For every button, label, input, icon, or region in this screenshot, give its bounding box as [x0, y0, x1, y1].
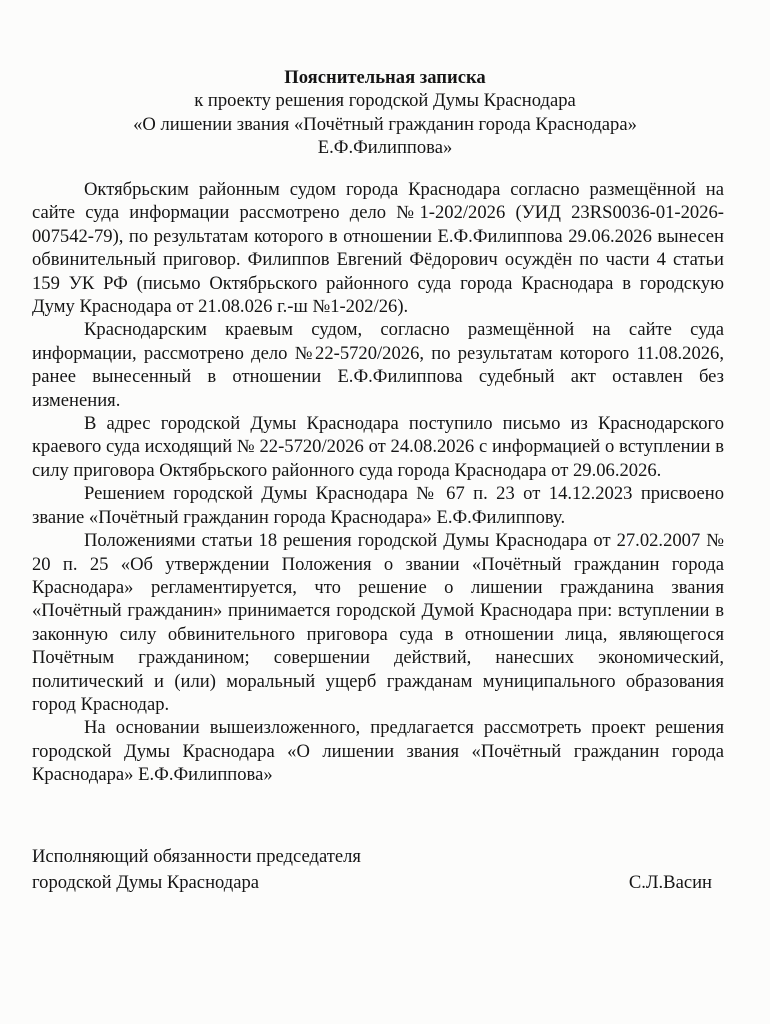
signature-position-line-1: [32, 845, 712, 871]
signatory-name: С.Л.Васин: [628, 872, 712, 893]
document-body: [32, 178, 724, 787]
document-header: [0, 66, 770, 160]
signature-position-text-1: Исполняющий обязанности председателя: [32, 846, 361, 867]
paragraph-2: Краснодарским краевым судом, согласно размещённой на сайте суда информации, рассмотрено дело №22-5720/2026, по результатам которого 11.08.2026, ранее вынесенный в отношении Е.Ф.Филиппова судебный акт оставлен без изменения.: [32, 319, 724, 411]
document-subtitle-line-1: к проекту решения городской Думы Краснодара: [194, 90, 576, 112]
paragraph-5: Положениями статьи 18 решения городской Думы Краснодара от 27.02.2007 № 20 п. 25 «Об утверждении Положения о звании «Почётный гражданин города Краснодара» регламентируется, что решение о лишении гражданина звания «Почётный гражданин» принимается городской Думой Краснодара при: вступлении в законную силу обвинительного приговора суда в отношении лица, являющегося Почётным гражданином; совершении действий, нанесших экономический, политический и (или) моральный ущерб гражданам муниципального образования город Краснодар.: [32, 530, 724, 715]
paragraph-4: Решением городской Думы Краснодара № 67 п. 23 от 14.12.2023 присвоено звание «Почётный гражданин города Краснодара» Е.Ф.Филиппову.: [32, 483, 724, 528]
signature-position-text-2: городской Думы Краснодара: [32, 872, 260, 893]
paragraph-6: На основании вышеизложенного, предлагается рассмотреть проект решения городской Думы Краснодара «О лишении звания «Почётный гражданин города Краснодара» Е.Ф.Филиппова»: [32, 717, 724, 786]
signature-position-line-2: [32, 871, 712, 897]
paragraph-3: В адрес городской Думы Краснодара поступило письмо из Краснодарского краевого суда исходящий № 22-5720/2026 от 24.08.2026 с информацией о вступлении в силу приговора Октябрьского районного суда города Краснодара от 29.06.2026.: [32, 413, 724, 481]
document-subtitle-line-2: «О лишении звания «Почётный гражданин города Краснодара»: [133, 113, 637, 135]
paragraph-1: Октябрьским районным судом города Краснодара согласно размещённой на сайте суда информации рассмотрено дело №1-202/2026 (УИД 23RS0036-01-2026-007542-79), по результатам которого в отношении Е.Ф.Филиппова 29.06.2026 вынесен обвинительный приговор. Филиппов Евгений Фёдорович осуждён по части 4 статьи 159 УК РФ (письмо Октябрьского районного суда города Краснодара в городскую Думу Краснодара от 21.08.026 г.-ш №1-202/26).: [32, 179, 724, 318]
signature-block: [32, 845, 712, 897]
document-subtitle-line-3: Е.Ф.Филиппова»: [317, 137, 453, 159]
document-title: Пояснительная записка: [284, 67, 486, 88]
